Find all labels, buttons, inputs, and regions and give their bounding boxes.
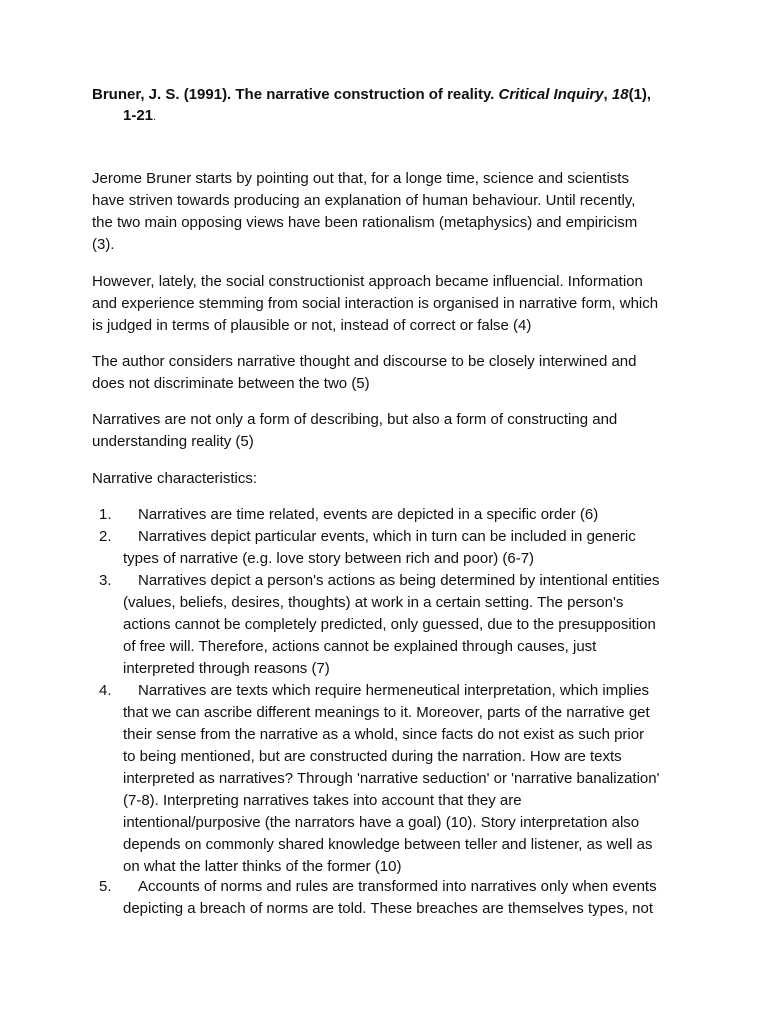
- list-line: on what the latter thinks of the former (10): [123, 858, 402, 875]
- list-item: [92, 526, 692, 570]
- list-line: Accounts of norms and rules are transformed into narratives only when events: [138, 878, 657, 895]
- list-line: Narratives are texts which require hermeneutical interpretation, which implies: [138, 682, 650, 699]
- list-line: interpreted through reasons (7): [123, 660, 330, 677]
- citation-separator: ,: [603, 86, 612, 103]
- list-item: [92, 680, 692, 878]
- list-line: of free will. Therefore, actions cannot be explained through causes, just: [123, 638, 597, 655]
- paragraph-line: have striven towards producing an explanation of human behaviour. Until recently,: [92, 192, 636, 209]
- list-line: interpreted as narratives? Through 'narrative seduction' or 'narrative banalization': [123, 770, 660, 787]
- paragraph-line: (3).: [92, 236, 115, 253]
- paragraph-line: understanding reality (5): [92, 433, 254, 450]
- list-line: Narratives are time related, events are depicted in a specific order (6): [138, 506, 599, 523]
- list-number: 3.: [99, 572, 112, 589]
- list-line: intentional/purposive (the narrators have a goal) (10). Story interpretation also: [123, 814, 640, 831]
- paragraph-line: and experience stemming from social interaction is organised in narrative form, which: [92, 295, 659, 312]
- list-line: depicting a breach of norms are told. These breaches are themselves types, not: [123, 900, 654, 917]
- paragraph-characteristics-heading: [92, 468, 692, 490]
- list-number: 4.: [99, 682, 112, 699]
- list-line: actions cannot be completely predicted, only guessed, due to the presupposition: [123, 616, 656, 633]
- list-line: (7-8). Interpreting narratives takes into account that they are: [123, 792, 522, 809]
- list-number: 5.: [99, 878, 112, 895]
- paragraph-line: Narrative characteristics:: [92, 470, 258, 487]
- citation-issue: (1),: [628, 86, 652, 103]
- list-line: their sense from the narrative as a whold, since facts do not exist as such prior: [123, 726, 645, 743]
- paragraph-line: However, lately, the social constructionist approach became influencial. Information: [92, 273, 643, 290]
- citation-dot: .: [153, 111, 157, 123]
- list-line: (values, beliefs, desires, thoughts) at work in a certain setting. The person's: [123, 594, 624, 611]
- citation-journal: Critical Inquiry: [498, 86, 604, 103]
- citation-main: Bruner, J. S. (1991). The narrative construction of reality.: [92, 86, 499, 103]
- list-number: 1.: [99, 506, 112, 523]
- list-number: 2.: [99, 528, 112, 545]
- paragraph-line: Jerome Bruner starts by pointing out that, for a longe time, science and scientists: [92, 170, 629, 187]
- paragraph-line: does not discriminate between the two (5): [92, 375, 370, 392]
- list-line: depends on commonly shared knowledge between teller and listener, as well as: [123, 836, 653, 853]
- list-line: Narratives depict a person's actions as being determined by intentional entities: [138, 572, 660, 589]
- paragraph-line: The author considers narrative thought and discourse to be closely interwined and: [92, 353, 637, 370]
- paragraph-line: the two main opposing views have been rationalism (metaphysics) and empiricism: [92, 214, 638, 231]
- list-line: to being mentioned, but are constructed during the narration. How are texts: [123, 748, 622, 765]
- list-item: [92, 570, 692, 680]
- list-line: Narratives depict particular events, which in turn can be included in generic: [138, 528, 636, 545]
- citation-volume: 18: [611, 86, 629, 103]
- paragraph-line: is judged in terms of plausible or not, instead of correct or false (4): [92, 317, 532, 334]
- list-item: [92, 504, 692, 526]
- citation-pages: 1-21: [123, 107, 154, 124]
- list-item: [92, 876, 692, 920]
- paragraph-line: Narratives are not only a form of describing, but also a form of constructing and: [92, 411, 618, 428]
- list-line: that we can ascribe different meanings to it. Moreover, parts of the narrative get: [123, 704, 650, 721]
- paragraph-intro: [92, 168, 692, 256]
- list-line: types of narrative (e.g. love story between rich and poor) (6-7): [123, 550, 535, 567]
- paragraph-narrative-thought: [92, 351, 692, 395]
- citation-heading: [92, 84, 692, 128]
- paragraph-constructing-reality: [92, 409, 692, 453]
- paragraph-constructionism: [92, 271, 692, 337]
